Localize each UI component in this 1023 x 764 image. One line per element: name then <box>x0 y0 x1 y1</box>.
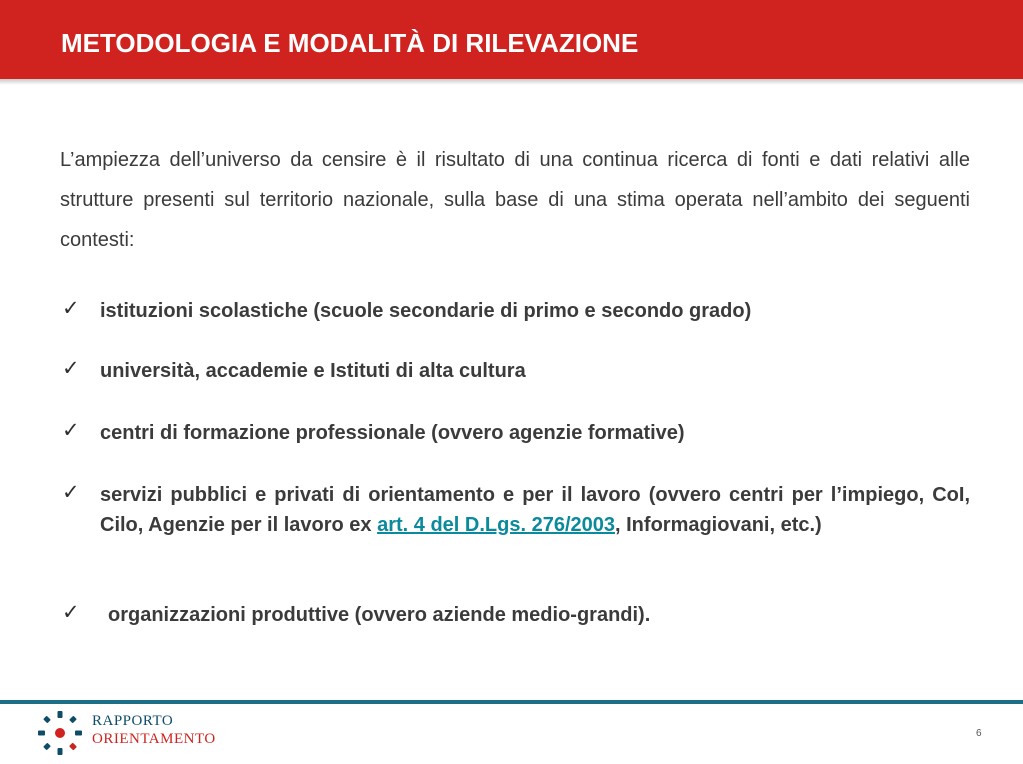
page-number: 6 <box>976 728 982 739</box>
rapporto-orientamento-logo-icon <box>37 710 83 756</box>
footer-divider <box>0 700 1023 704</box>
header-shadow <box>0 79 1023 85</box>
checkmark-icon: ✓ <box>62 356 80 380</box>
law-reference-link[interactable]: art. 4 del D.Lgs. 276/2003 <box>377 514 616 536</box>
bullet-text: centri di formazione professionale (ovvero agenzie formative) <box>100 422 685 444</box>
checkmark-icon: ✓ <box>62 480 80 504</box>
bullet-text <box>100 480 970 540</box>
bullet-text: istituzioni scolastiche (scuole secondarie di primo e secondo grado) <box>100 300 752 322</box>
bullet-text-pre: servizi pubblici e privati di orientamento e per il lavoro (ovvero centri per l’impiego, CoI, Cilo, Agenzie per il lavoro ex <box>100 484 970 536</box>
bullet-text-post: , Informagiovani, etc.) <box>615 514 822 536</box>
page-title: METODOLOGIA E MODALITÀ DI RILEVAZIONE <box>61 28 639 58</box>
bullet-text: organizzazioni produttive (ovvero aziende medio-grandi). <box>108 604 651 626</box>
logo-line-2: ORIENTAMENTO <box>92 731 216 747</box>
intro-paragraph: L’ampiezza dell’universo da censire è il risultato di una continua ricerca di fonti e dati relativi alle strutture presenti sul territorio nazionale, sulla base di una stima operata nell’ambito dei seguenti contesti: <box>60 149 970 251</box>
bullet-text: università, accademie e Istituti di alta cultura <box>100 360 526 382</box>
logo-wordmark <box>92 712 216 748</box>
checkmark-icon: ✓ <box>62 296 80 320</box>
logo-line-1: RAPPORTO <box>92 713 174 729</box>
checkmark-icon: ✓ <box>62 600 80 624</box>
checkmark-icon: ✓ <box>62 418 80 442</box>
header-bar <box>0 0 1023 79</box>
